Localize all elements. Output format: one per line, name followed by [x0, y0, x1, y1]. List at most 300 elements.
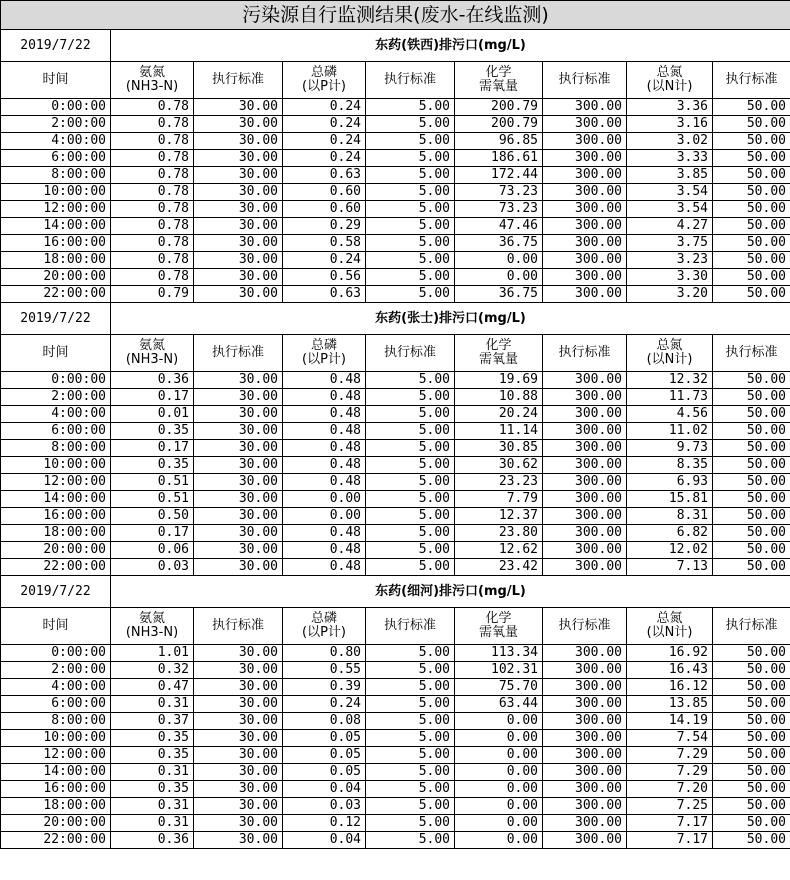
header-nitrogen [627, 335, 713, 372]
nitrogen-cell: 8.31 [627, 508, 713, 525]
section-date: 2019/7/22 [1, 30, 111, 62]
header-phosphorus [283, 62, 366, 99]
phosphorus-standard-cell: 5.00 [366, 201, 455, 218]
nitrogen-standard-cell: 50.00 [713, 218, 790, 235]
ammonia-standard-cell: 30.00 [194, 764, 283, 781]
phosphorus-cell: 0.56 [283, 269, 366, 286]
header-time: 时间 [1, 608, 111, 645]
cod-standard-cell: 300.00 [543, 99, 627, 116]
phosphorus-cell: 0.60 [283, 184, 366, 201]
cod-cell: 19.69 [455, 372, 543, 389]
ammonia-standard-cell: 30.00 [194, 116, 283, 133]
cod-standard-cell: 300.00 [543, 662, 627, 679]
cod-cell: 200.79 [455, 116, 543, 133]
time-cell: 18:00:00 [1, 798, 111, 815]
cod-cell: 0.00 [455, 252, 543, 269]
cod-standard-cell: 300.00 [543, 167, 627, 184]
phosphorus-cell: 0.00 [283, 508, 366, 525]
ammonia-cell: 0.31 [111, 798, 194, 815]
header-standard: 执行标准 [713, 608, 790, 645]
nitrogen-standard-cell: 50.00 [713, 286, 790, 303]
phosphorus-cell: 0.48 [283, 474, 366, 491]
nitrogen-cell: 4.56 [627, 406, 713, 423]
cod-cell: 63.44 [455, 696, 543, 713]
header-standard: 执行标准 [366, 335, 455, 372]
nitrogen-standard-cell: 50.00 [713, 730, 790, 747]
cod-cell: 73.23 [455, 201, 543, 218]
phosphorus-standard-cell: 5.00 [366, 491, 455, 508]
ammonia-standard-cell: 30.00 [194, 559, 283, 576]
phosphorus-cell: 0.24 [283, 99, 366, 116]
ammonia-cell: 1.01 [111, 645, 194, 662]
cod-standard-cell: 300.00 [543, 781, 627, 798]
phosphorus-cell: 0.48 [283, 559, 366, 576]
cod-standard-cell: 300.00 [543, 269, 627, 286]
ammonia-cell: 0.78 [111, 150, 194, 167]
ammonia-standard-cell: 30.00 [194, 406, 283, 423]
cod-standard-cell: 300.00 [543, 798, 627, 815]
cod-standard-cell: 300.00 [543, 525, 627, 542]
nitrogen-standard-cell: 50.00 [713, 645, 790, 662]
ammonia-standard-cell: 30.00 [194, 269, 283, 286]
phosphorus-cell: 0.29 [283, 218, 366, 235]
header-phosphorus [283, 608, 366, 645]
phosphorus-standard-cell: 5.00 [366, 235, 455, 252]
ammonia-standard-cell: 30.00 [194, 832, 283, 849]
time-cell: 12:00:00 [1, 747, 111, 764]
phosphorus-cell: 0.48 [283, 372, 366, 389]
phosphorus-cell: 0.08 [283, 713, 366, 730]
phosphorus-standard-cell: 5.00 [366, 662, 455, 679]
cod-cell: 0.00 [455, 730, 543, 747]
ammonia-standard-cell: 30.00 [194, 133, 283, 150]
ammonia-standard-cell: 30.00 [194, 235, 283, 252]
time-cell: 22:00:00 [1, 832, 111, 849]
ammonia-cell: 0.78 [111, 252, 194, 269]
table-row [1, 781, 790, 798]
time-cell: 2:00:00 [1, 662, 111, 679]
header-standard: 执行标准 [194, 335, 283, 372]
nitrogen-standard-cell: 50.00 [713, 99, 790, 116]
ammonia-cell: 0.03 [111, 559, 194, 576]
ammonia-cell: 0.17 [111, 525, 194, 542]
phosphorus-standard-cell: 5.00 [366, 372, 455, 389]
cod-cell: 30.85 [455, 440, 543, 457]
header-standard: 执行标准 [543, 608, 627, 645]
time-cell: 18:00:00 [1, 525, 111, 542]
ammonia-standard-cell: 30.00 [194, 423, 283, 440]
time-cell: 14:00:00 [1, 491, 111, 508]
cod-cell: 172.44 [455, 167, 543, 184]
time-cell: 6:00:00 [1, 423, 111, 440]
title-row [1, 1, 790, 30]
section-header-row [1, 303, 790, 335]
table-row [1, 713, 790, 730]
ammonia-cell: 0.35 [111, 781, 194, 798]
phosphorus-cell: 0.48 [283, 406, 366, 423]
ammonia-cell: 0.51 [111, 474, 194, 491]
nitrogen-standard-cell: 50.00 [713, 440, 790, 457]
cod-standard-cell: 300.00 [543, 235, 627, 252]
cod-cell: 0.00 [455, 815, 543, 832]
phosphorus-standard-cell: 5.00 [366, 423, 455, 440]
header-cod-line-1: 化学 [485, 611, 512, 626]
nitrogen-cell: 3.20 [627, 286, 713, 303]
ammonia-standard-cell: 30.00 [194, 491, 283, 508]
ammonia-standard-cell: 30.00 [194, 218, 283, 235]
cod-standard-cell: 300.00 [543, 133, 627, 150]
nitrogen-standard-cell: 50.00 [713, 815, 790, 832]
ammonia-standard-cell: 30.00 [194, 150, 283, 167]
nitrogen-cell: 3.54 [627, 201, 713, 218]
header-cod-line-2: 需氧量 [478, 625, 518, 640]
time-cell: 6:00:00 [1, 696, 111, 713]
header-ammonia-line-2: (NH3-N) [125, 79, 179, 94]
nitrogen-cell: 3.16 [627, 116, 713, 133]
nitrogen-cell: 7.29 [627, 747, 713, 764]
nitrogen-cell: 7.25 [627, 798, 713, 815]
header-cod [455, 335, 543, 372]
phosphorus-standard-cell: 5.00 [366, 559, 455, 576]
cod-cell: 36.75 [455, 235, 543, 252]
ammonia-cell: 0.78 [111, 99, 194, 116]
table-row [1, 542, 790, 559]
nitrogen-standard-cell: 50.00 [713, 133, 790, 150]
outlet-name: 东药(铁西)排污口(mg/L) [111, 30, 790, 62]
nitrogen-cell: 3.75 [627, 235, 713, 252]
phosphorus-standard-cell: 5.00 [366, 747, 455, 764]
phosphorus-cell: 0.48 [283, 389, 366, 406]
nitrogen-standard-cell: 50.00 [713, 235, 790, 252]
header-ammonia-line-2: (NH3-N) [125, 625, 179, 640]
ammonia-cell: 0.78 [111, 116, 194, 133]
column-header-row [1, 608, 790, 645]
ammonia-standard-cell: 30.00 [194, 184, 283, 201]
ammonia-cell: 0.35 [111, 457, 194, 474]
time-cell: 10:00:00 [1, 457, 111, 474]
header-standard: 执行标准 [543, 62, 627, 99]
phosphorus-cell: 0.04 [283, 832, 366, 849]
table-row [1, 406, 790, 423]
table-row [1, 116, 790, 133]
nitrogen-cell: 12.02 [627, 542, 713, 559]
time-cell: 14:00:00 [1, 764, 111, 781]
cod-cell: 7.79 [455, 491, 543, 508]
cod-cell: 73.23 [455, 184, 543, 201]
ammonia-cell: 0.36 [111, 832, 194, 849]
nitrogen-cell: 16.43 [627, 662, 713, 679]
nitrogen-standard-cell: 50.00 [713, 372, 790, 389]
header-standard: 执行标准 [366, 62, 455, 99]
time-cell: 2:00:00 [1, 116, 111, 133]
phosphorus-cell: 0.48 [283, 542, 366, 559]
header-time: 时间 [1, 335, 111, 372]
nitrogen-cell: 3.54 [627, 184, 713, 201]
cod-cell: 0.00 [455, 764, 543, 781]
header-cod-line-1: 化学 [485, 338, 512, 353]
nitrogen-cell: 3.85 [627, 167, 713, 184]
nitrogen-standard-cell: 50.00 [713, 713, 790, 730]
phosphorus-standard-cell: 5.00 [366, 389, 455, 406]
cod-cell: 200.79 [455, 99, 543, 116]
time-cell: 18:00:00 [1, 252, 111, 269]
cod-standard-cell: 300.00 [543, 679, 627, 696]
phosphorus-cell: 0.55 [283, 662, 366, 679]
table-row [1, 696, 790, 713]
nitrogen-cell: 9.73 [627, 440, 713, 457]
table-row [1, 269, 790, 286]
ammonia-standard-cell: 30.00 [194, 542, 283, 559]
table-row [1, 423, 790, 440]
time-cell: 14:00:00 [1, 218, 111, 235]
nitrogen-cell: 14.19 [627, 713, 713, 730]
nitrogen-standard-cell: 50.00 [713, 525, 790, 542]
phosphorus-cell: 0.00 [283, 491, 366, 508]
nitrogen-cell: 7.13 [627, 559, 713, 576]
header-phosphorus-line-1: 总磷 [310, 65, 337, 80]
cod-standard-cell: 300.00 [543, 457, 627, 474]
table-row [1, 474, 790, 491]
cod-standard-cell: 300.00 [543, 491, 627, 508]
time-cell: 0:00:00 [1, 99, 111, 116]
nitrogen-cell: 7.17 [627, 815, 713, 832]
ammonia-standard-cell: 30.00 [194, 815, 283, 832]
cod-standard-cell: 300.00 [543, 645, 627, 662]
cod-cell: 23.80 [455, 525, 543, 542]
nitrogen-cell: 16.92 [627, 645, 713, 662]
ammonia-standard-cell: 30.00 [194, 508, 283, 525]
ammonia-standard-cell: 30.00 [194, 696, 283, 713]
phosphorus-cell: 0.63 [283, 286, 366, 303]
time-cell: 4:00:00 [1, 133, 111, 150]
cod-standard-cell: 300.00 [543, 372, 627, 389]
header-ammonia-line-1: 氨氮 [138, 65, 165, 80]
cod-standard-cell: 300.00 [543, 559, 627, 576]
cod-cell: 11.14 [455, 423, 543, 440]
header-cod-line-2: 需氧量 [478, 79, 518, 94]
phosphorus-standard-cell: 5.00 [366, 406, 455, 423]
header-nitrogen-line-2: (以N计) [646, 352, 693, 367]
phosphorus-standard-cell: 5.00 [366, 150, 455, 167]
section-header-row [1, 30, 790, 62]
cod-cell: 23.23 [455, 474, 543, 491]
nitrogen-cell: 3.30 [627, 269, 713, 286]
nitrogen-cell: 3.33 [627, 150, 713, 167]
ammonia-cell: 0.35 [111, 730, 194, 747]
header-cod [455, 608, 543, 645]
outlet-name: 东药(细河)排污口(mg/L) [111, 576, 790, 608]
nitrogen-cell: 3.02 [627, 133, 713, 150]
nitrogen-standard-cell: 50.00 [713, 696, 790, 713]
ammonia-cell: 0.31 [111, 696, 194, 713]
cod-cell: 0.00 [455, 713, 543, 730]
header-ammonia [111, 62, 194, 99]
time-cell: 8:00:00 [1, 440, 111, 457]
phosphorus-cell: 0.24 [283, 252, 366, 269]
header-nitrogen-line-1: 总氮 [656, 611, 683, 626]
ammonia-cell: 0.32 [111, 662, 194, 679]
header-phosphorus-line-2: (以P计) [302, 79, 346, 94]
ammonia-cell: 0.01 [111, 406, 194, 423]
nitrogen-standard-cell: 50.00 [713, 491, 790, 508]
table-row [1, 99, 790, 116]
header-standard: 执行标准 [713, 62, 790, 99]
nitrogen-cell: 3.23 [627, 252, 713, 269]
header-phosphorus-line-1: 总磷 [310, 338, 337, 353]
header-ammonia-line-1: 氨氮 [138, 611, 165, 626]
phosphorus-cell: 0.03 [283, 798, 366, 815]
header-standard: 执行标准 [194, 608, 283, 645]
phosphorus-standard-cell: 5.00 [366, 286, 455, 303]
phosphorus-cell: 0.12 [283, 815, 366, 832]
header-nitrogen-line-1: 总氮 [656, 65, 683, 80]
phosphorus-cell: 0.60 [283, 201, 366, 218]
time-cell: 6:00:00 [1, 150, 111, 167]
table-row [1, 201, 790, 218]
cod-standard-cell: 300.00 [543, 201, 627, 218]
time-cell: 4:00:00 [1, 679, 111, 696]
table-row [1, 491, 790, 508]
ammonia-cell: 0.50 [111, 508, 194, 525]
nitrogen-standard-cell: 50.00 [713, 457, 790, 474]
phosphorus-standard-cell: 5.00 [366, 713, 455, 730]
ammonia-standard-cell: 30.00 [194, 372, 283, 389]
phosphorus-standard-cell: 5.00 [366, 781, 455, 798]
phosphorus-cell: 0.48 [283, 423, 366, 440]
header-cod-line-1: 化学 [485, 65, 512, 80]
phosphorus-standard-cell: 5.00 [366, 269, 455, 286]
phosphorus-standard-cell: 5.00 [366, 798, 455, 815]
nitrogen-cell: 11.73 [627, 389, 713, 406]
section-date: 2019/7/22 [1, 303, 111, 335]
cod-cell: 10.88 [455, 389, 543, 406]
ammonia-cell: 0.78 [111, 201, 194, 218]
phosphorus-standard-cell: 5.00 [366, 99, 455, 116]
phosphorus-standard-cell: 5.00 [366, 457, 455, 474]
nitrogen-standard-cell: 50.00 [713, 406, 790, 423]
header-nitrogen-line-1: 总氮 [656, 338, 683, 353]
ammonia-standard-cell: 30.00 [194, 99, 283, 116]
nitrogen-cell: 6.93 [627, 474, 713, 491]
cod-standard-cell: 300.00 [543, 508, 627, 525]
header-ammonia [111, 608, 194, 645]
phosphorus-standard-cell: 5.00 [366, 133, 455, 150]
ammonia-cell: 0.06 [111, 542, 194, 559]
table-row [1, 150, 790, 167]
table-row [1, 372, 790, 389]
time-cell: 20:00:00 [1, 815, 111, 832]
nitrogen-standard-cell: 50.00 [713, 679, 790, 696]
nitrogen-standard-cell: 50.00 [713, 747, 790, 764]
ammonia-cell: 0.17 [111, 440, 194, 457]
nitrogen-standard-cell: 50.00 [713, 252, 790, 269]
ammonia-standard-cell: 30.00 [194, 525, 283, 542]
header-standard: 执行标准 [543, 335, 627, 372]
ammonia-cell: 0.37 [111, 713, 194, 730]
cod-cell: 30.62 [455, 457, 543, 474]
phosphorus-cell: 0.24 [283, 116, 366, 133]
phosphorus-standard-cell: 5.00 [366, 764, 455, 781]
phosphorus-cell: 0.04 [283, 781, 366, 798]
nitrogen-cell: 7.20 [627, 781, 713, 798]
phosphorus-standard-cell: 5.00 [366, 218, 455, 235]
cod-standard-cell: 300.00 [543, 184, 627, 201]
time-cell: 10:00:00 [1, 730, 111, 747]
table-row [1, 167, 790, 184]
table-row [1, 389, 790, 406]
ammonia-cell: 0.78 [111, 269, 194, 286]
table-row [1, 252, 790, 269]
cod-cell: 47.46 [455, 218, 543, 235]
nitrogen-standard-cell: 50.00 [713, 474, 790, 491]
table-row [1, 457, 790, 474]
cod-cell: 102.31 [455, 662, 543, 679]
header-time: 时间 [1, 62, 111, 99]
header-nitrogen-line-2: (以N计) [646, 79, 693, 94]
section-header-row [1, 576, 790, 608]
time-cell: 12:00:00 [1, 201, 111, 218]
phosphorus-cell: 0.05 [283, 764, 366, 781]
ammonia-cell: 0.78 [111, 235, 194, 252]
time-cell: 0:00:00 [1, 372, 111, 389]
header-ammonia-line-2: (NH3-N) [125, 352, 179, 367]
ammonia-cell: 0.78 [111, 184, 194, 201]
cod-standard-cell: 300.00 [543, 423, 627, 440]
nitrogen-cell: 7.54 [627, 730, 713, 747]
header-standard: 执行标准 [713, 335, 790, 372]
cod-cell: 12.62 [455, 542, 543, 559]
phosphorus-cell: 0.80 [283, 645, 366, 662]
nitrogen-standard-cell: 50.00 [713, 184, 790, 201]
ammonia-standard-cell: 30.00 [194, 474, 283, 491]
table-row [1, 184, 790, 201]
header-cod [455, 62, 543, 99]
nitrogen-standard-cell: 50.00 [713, 832, 790, 849]
cod-cell: 0.00 [455, 269, 543, 286]
time-cell: 22:00:00 [1, 559, 111, 576]
phosphorus-standard-cell: 5.00 [366, 184, 455, 201]
table-row [1, 662, 790, 679]
nitrogen-cell: 15.81 [627, 491, 713, 508]
cod-standard-cell: 300.00 [543, 406, 627, 423]
cod-standard-cell: 300.00 [543, 542, 627, 559]
header-ammonia [111, 335, 194, 372]
time-cell: 4:00:00 [1, 406, 111, 423]
ammonia-standard-cell: 30.00 [194, 389, 283, 406]
phosphorus-cell: 0.24 [283, 150, 366, 167]
phosphorus-standard-cell: 5.00 [366, 730, 455, 747]
phosphorus-standard-cell: 5.00 [366, 696, 455, 713]
table-row [1, 133, 790, 150]
ammonia-standard-cell: 30.00 [194, 645, 283, 662]
ammonia-cell: 0.51 [111, 491, 194, 508]
cod-cell: 96.85 [455, 133, 543, 150]
time-cell: 10:00:00 [1, 184, 111, 201]
nitrogen-standard-cell: 50.00 [713, 781, 790, 798]
cod-standard-cell: 300.00 [543, 252, 627, 269]
table-row [1, 730, 790, 747]
nitrogen-standard-cell: 50.00 [713, 798, 790, 815]
cod-standard-cell: 300.00 [543, 764, 627, 781]
nitrogen-cell: 7.29 [627, 764, 713, 781]
cod-cell: 186.61 [455, 150, 543, 167]
ammonia-standard-cell: 30.00 [194, 286, 283, 303]
phosphorus-standard-cell: 5.00 [366, 542, 455, 559]
cod-standard-cell: 300.00 [543, 150, 627, 167]
page-title: 污染源自行监测结果(废水-在线监测) [1, 1, 790, 30]
cod-standard-cell: 300.00 [543, 696, 627, 713]
cod-standard-cell: 300.00 [543, 116, 627, 133]
